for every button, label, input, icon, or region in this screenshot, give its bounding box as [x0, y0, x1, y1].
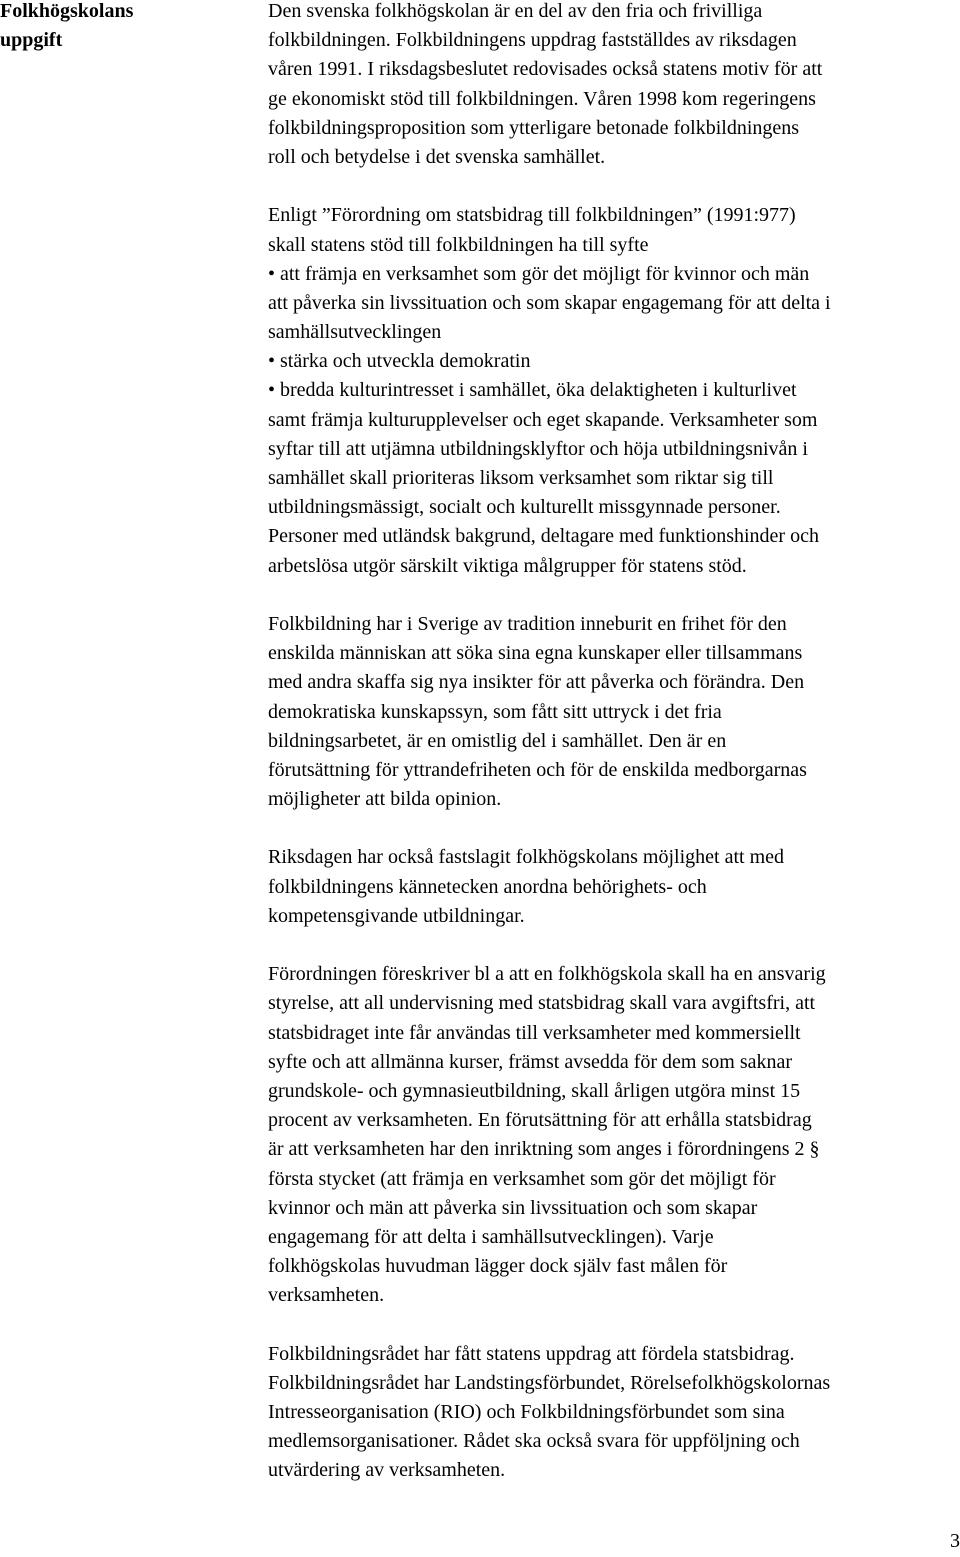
- text-line: styrelse, att all undervisning med statsbidrag skall vara avgiftsfri, att: [268, 992, 816, 1015]
- text-line: Folkbildningsrådet har fått statens uppdrag att fördela statsbidrag.: [268, 1342, 795, 1365]
- text-line: folkbildningen. Folkbildningens uppdrag fastställdes av riksdagen: [268, 29, 797, 52]
- text-line: samt främja kulturupplevelser och eget skapande. Verksamheter som: [268, 408, 818, 431]
- text-line: engagemang för att delta i samhällsutvecklingen). Varje: [268, 1225, 714, 1248]
- text-line: procent av verksamheten. En förutsättning för att erhålla statsbidrag: [268, 1109, 812, 1132]
- text-line: samhället skall prioriteras liksom verksamhet som riktar sig till: [268, 467, 774, 489]
- text-line: Folkbildning har i Sverige av tradition inneburit en frihet för den: [268, 612, 787, 635]
- text-line: Den svenska folkhögskolan är en del av den fria och frivilliga: [268, 0, 763, 22]
- text-line: första stycket (att främja en verksamhet som gör det möjligt för: [268, 1167, 776, 1190]
- text-line: samhällsutvecklingen: [268, 321, 442, 344]
- text-line: folkbildningens kännetecken anordna behörighets- och: [268, 875, 707, 898]
- text-line: Förordningen föreskriver bl a att en folkhögskola skall ha en ansvarig: [268, 963, 826, 986]
- text-line: demokratiska kunskapssyn, som fått sitt uttryck i det fria: [268, 700, 722, 723]
- paragraph-intro: [268, 0, 960, 172]
- text-line: Personer med utländsk bakgrund, deltagare med funktionshinder och: [268, 525, 819, 548]
- paragraph-riksdagen: [268, 843, 960, 931]
- text-line: statsbidraget inte får användas till verksamheter med kommersiellt: [268, 1021, 801, 1044]
- text-line: kvinnor och män att påverka sin livssituation och som skapar: [268, 1196, 758, 1219]
- text-line: arbetslösa utgör särskilt viktiga målgrupper för statens stöd.: [268, 554, 747, 577]
- paragraph-ordinance: [268, 201, 960, 580]
- text-line: utbildningsmässigt, socialt och kulturellt missgynnade personer.: [268, 496, 781, 519]
- bullet-line: • stärka och utveckla demokratin: [268, 350, 531, 373]
- text-line: med andra skaffa sig nya insikter för att påverka och förändra. Den: [268, 671, 805, 694]
- text-line: Folkbildningsrådet har Landstingsförbundet, Rörelsefolkhögskolornas: [268, 1371, 831, 1394]
- paragraph-tradition: [268, 610, 960, 814]
- text-line: Riksdagen har också fastslagit folkhögskolans möjlighet att med: [268, 846, 785, 869]
- text-line: ge ekonomiskt stöd till folkbildningen. Våren 1998 kom regeringens: [268, 87, 816, 110]
- page-number: 3: [950, 1530, 960, 1552]
- text-line: förutsättning för yttrandefriheten och för de enskilda medborgarnas: [268, 758, 807, 781]
- text-line: utvärdering av verksamheten.: [268, 1459, 506, 1482]
- text-line: Enligt ”Förordning om statsbidrag till folkbildningen” (1991:977): [268, 204, 796, 227]
- text-line: folkhögskolas huvudman lägger dock själv fast målen för: [268, 1255, 728, 1278]
- section-heading-line-2: uppgift: [0, 29, 63, 51]
- section-heading: [0, 0, 190, 55]
- text-line: våren 1991. I riksdagsbeslutet redovisades också statens motiv för att: [268, 58, 823, 81]
- bullet-line: • bredda kulturintresset i samhället, öka delaktigheten i kulturlivet: [268, 379, 797, 402]
- text-line: grundskole- och gymnasieutbildning, skall årligen utgöra minst 15: [268, 1079, 801, 1102]
- text-line: är att verksamheten har den inriktning som anges i förordningens 2 §: [268, 1138, 820, 1161]
- text-line: roll och betydelse i det svenska samhället.: [268, 145, 606, 168]
- text-line: bildningsarbetet, är en omistlig del i samhället. Den är en: [268, 729, 727, 752]
- bullet-line: • att främja en verksamhet som gör det möjligt för kvinnor och män: [268, 262, 810, 285]
- text-line: syftar till att utjämna utbildningsklyftor och höja utbildningsnivån i: [268, 437, 808, 460]
- text-line: att påverka sin livssituation och som skapar engagemang för att delta i: [268, 291, 831, 314]
- section-heading-line-1: Folkhögskolans: [0, 0, 134, 22]
- text-line: syfte och att allmänna kurser, främst avsedda för dem som saknar: [268, 1050, 793, 1073]
- text-line: verksamheten.: [268, 1284, 385, 1307]
- paragraph-council: [268, 1340, 960, 1486]
- body-text: [268, 0, 960, 1515]
- text-line: skall statens stöd till folkbildningen ha till syfte: [268, 233, 649, 256]
- text-line: kompetensgivande utbildningar.: [268, 904, 525, 927]
- text-line: Intresseorganisation (RIO) och Folkbildningsförbundet som sina: [268, 1401, 785, 1423]
- paragraph-regulation: [268, 960, 960, 1310]
- text-line: medlemsorganisationer. Rådet ska också svara för uppföljning och: [268, 1430, 800, 1453]
- text-line: folkbildningsproposition som ytterligare betonade folkbildningens: [268, 116, 800, 139]
- text-line: enskilda människan att söka sina egna kunskaper eller tillsammans: [268, 642, 803, 665]
- text-line: möjligheter att bilda opinion.: [268, 788, 502, 811]
